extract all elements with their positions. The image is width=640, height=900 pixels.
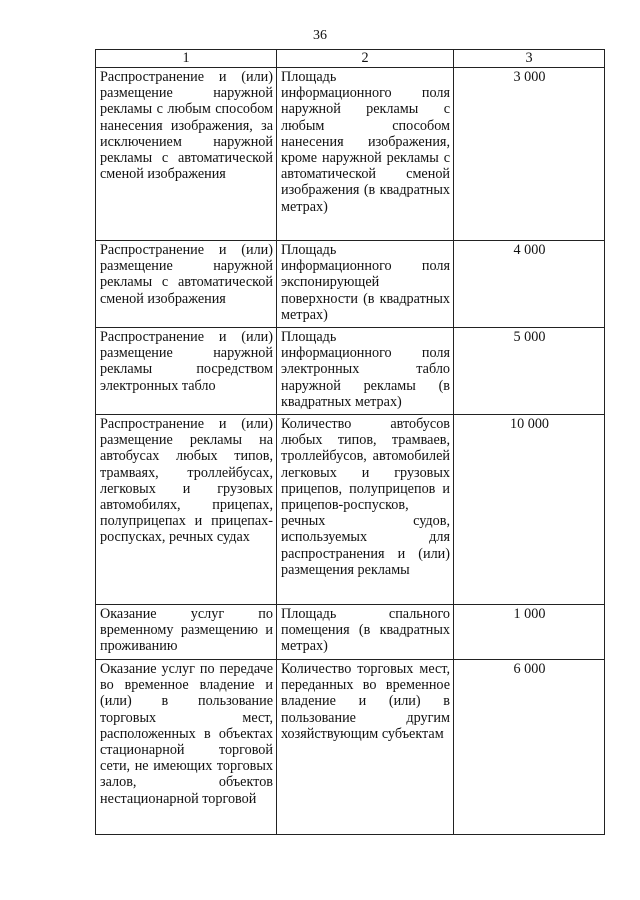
activity-cell: Распространение и (или) размещение наружной рекламы с любым способом нанесения изображения, за исключением наружной рекламы с автоматической сменой изображения [96, 68, 277, 241]
table-header-row [96, 50, 605, 68]
indicator-cell: Количество торговых мест, переданных во временное владение и (или) в пользование другим хозяйствующим субъектам [277, 660, 454, 835]
indicator-cell: Площадь информационного поля экспонирующей поверхности (в квадратных метрах) [277, 241, 454, 328]
value-cell: 3 000 [454, 68, 605, 241]
table-row [96, 415, 605, 605]
indicator-cell: Площадь спального помещения (в квадратных метрах) [277, 605, 454, 660]
table-row [96, 68, 605, 241]
tax-rate-table [95, 49, 605, 835]
activity-cell: Распространение и (или) размещение рекламы на автобусах любых типов, трамваях, троллейбусах, легковых и грузовых автомобилях, прицепах, полуприцепах и прицепах-роспусках, речных судах [96, 415, 277, 605]
value-cell: 4 000 [454, 241, 605, 328]
activity-cell: Оказание услуг по передаче во временное владение и (или) в пользование торговых мест, расположенных в объектах стационарной торговой сети, не имеющих торговых залов, объектов нестационарной торговой [96, 660, 277, 835]
activity-cell: Оказание услуг по временному размещению и проживанию [96, 605, 277, 660]
activity-cell: Распространение и (или) размещение наружной рекламы с автоматической сменой изображения [96, 241, 277, 328]
value-cell: 10 000 [454, 415, 605, 605]
table-row [96, 605, 605, 660]
value-cell: 1 000 [454, 605, 605, 660]
column-header-1: 1 [96, 50, 277, 68]
value-cell: 5 000 [454, 328, 605, 415]
indicator-cell: Площадь информационного поля электронных табло наружной рекламы (в квадратных метрах) [277, 328, 454, 415]
indicator-cell: Количество автобусов любых типов, трамваев, троллейбусов, автомобилей легковых и грузовых прицепов, полуприцепов и прицепов-роспусков, речных судов, используемых для распространения и (или) размещения рекламы [277, 415, 454, 605]
page-number: 36 [313, 28, 327, 43]
value-cell: 6 000 [454, 660, 605, 835]
table-row [96, 660, 605, 835]
table-row [96, 241, 605, 328]
column-header-2: 2 [277, 50, 454, 68]
table-row [96, 328, 605, 415]
indicator-cell: Площадь информационного поля наружной рекламы с любым способом нанесения изображения, кроме наружной рекламы с автоматической сменой изображения (в квадратных метрах) [277, 68, 454, 241]
activity-cell: Распространение и (или) размещение наружной рекламы посредством электронных табло [96, 328, 277, 415]
column-header-3: 3 [454, 50, 605, 68]
